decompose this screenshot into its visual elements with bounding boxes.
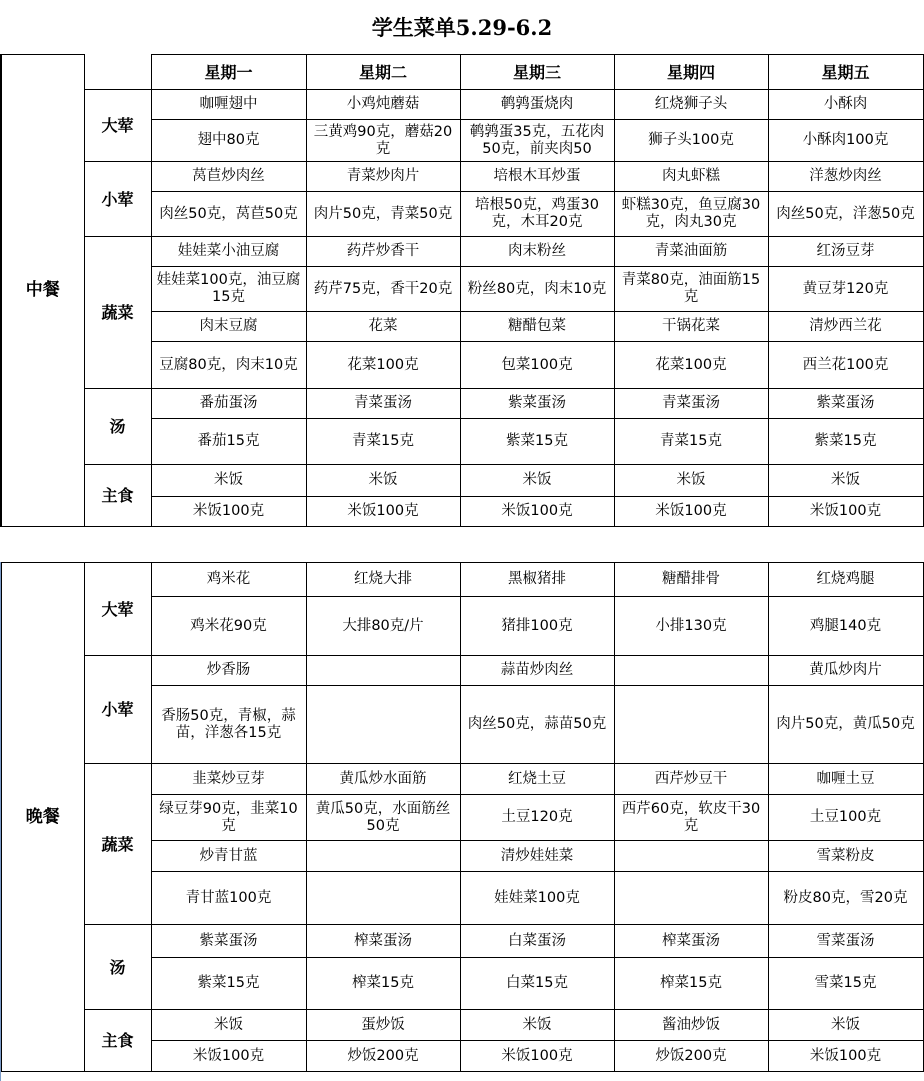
dish-name-cell: 干锅花菜 — [614, 312, 768, 342]
dish-name-cell: 黄瓜炒水面筋 — [306, 764, 460, 795]
dish-name-cell: 米饭 — [306, 465, 460, 497]
dish-name-cell: 肉末豆腐 — [151, 312, 306, 342]
sheet-gridline — [0, 562, 1, 1081]
dish-name-cell — [614, 841, 768, 872]
dish-amount-cell: 雪菜15克 — [768, 958, 923, 1010]
lunch-row — [1, 90, 923, 120]
dish-name-cell: 糖醋排骨 — [614, 563, 768, 597]
lunch-veg-label: 蔬菜 — [84, 237, 151, 389]
dish-name-cell: 培根木耳炒蛋 — [460, 162, 614, 192]
dish-amount-cell — [614, 686, 768, 764]
dish-amount-cell: 培根50克，鸡蛋30克，木耳20克 — [460, 192, 614, 237]
dish-amount-cell: 米饭100克 — [768, 1041, 923, 1072]
dish-name-cell: 糖醋包菜 — [460, 312, 614, 342]
dish-amount-cell: 鸡米花90克 — [151, 597, 306, 656]
dish-amount-cell: 紫菜15克 — [768, 419, 923, 465]
dish-amount-cell: 炒饭200克 — [614, 1041, 768, 1072]
dish-amount-cell: 米饭100克 — [151, 1041, 306, 1072]
dish-name-cell: 红烧土豆 — [460, 764, 614, 795]
dish-name-cell: 番茄蛋汤 — [151, 389, 306, 419]
dish-amount-cell: 药芹75克，香干20克 — [306, 267, 460, 312]
dish-amount-cell: 翅中80克 — [151, 120, 306, 162]
dish-name-cell: 洋葱炒肉丝 — [768, 162, 923, 192]
dinner-veg-label: 蔬菜 — [84, 764, 151, 925]
dish-amount-cell: 土豆100克 — [768, 795, 923, 841]
dish-name-cell: 黄瓜炒肉片 — [768, 656, 923, 686]
dish-amount-cell: 榨菜15克 — [306, 958, 460, 1010]
dish-amount-cell: 香肠50克，青椒，蒜苗，洋葱各15克 — [151, 686, 306, 764]
dish-name-cell: 米饭 — [151, 1010, 306, 1041]
dish-amount-cell: 米饭100克 — [460, 1041, 614, 1072]
dish-amount-cell — [306, 686, 460, 764]
dish-amount-cell: 大排80克/片 — [306, 597, 460, 656]
dish-amount-cell: 紫菜15克 — [460, 419, 614, 465]
dish-name-cell: 酱油炒饭 — [614, 1010, 768, 1041]
day-header: 星期一 — [151, 55, 306, 90]
lunch-meal-label: 中餐 — [1, 55, 84, 527]
dish-name-cell: 鹌鹑蛋烧肉 — [460, 90, 614, 120]
dish-name-cell: 榨菜蛋汤 — [614, 925, 768, 958]
dish-name-cell: 雪菜蛋汤 — [768, 925, 923, 958]
dinner-row — [1, 764, 923, 795]
day-header: 星期五 — [768, 55, 923, 90]
dinner-row — [1, 1010, 923, 1041]
dish-amount-cell: 肉丝50克，蒜苗50克 — [460, 686, 614, 764]
dish-name-cell — [614, 656, 768, 686]
dish-amount-cell: 米饭100克 — [151, 497, 306, 527]
dish-name-cell: 花菜 — [306, 312, 460, 342]
dish-name-cell: 紫菜蛋汤 — [460, 389, 614, 419]
dish-amount-cell: 米饭100克 — [768, 497, 923, 527]
dish-name-cell: 紫菜蛋汤 — [151, 925, 306, 958]
dish-amount-cell: 花菜100克 — [614, 342, 768, 389]
dish-name-cell: 清炒西兰花 — [768, 312, 923, 342]
dish-amount-cell: 肉丝50克，莴苣50克 — [151, 192, 306, 237]
lunch-big-meat-label: 大荤 — [84, 90, 151, 162]
dish-amount-cell: 西芹60克，软皮干30克 — [614, 795, 768, 841]
dish-name-cell: 炒青甘蓝 — [151, 841, 306, 872]
dish-name-cell: 药芹炒香干 — [306, 237, 460, 267]
lunch-soup-label: 汤 — [84, 389, 151, 465]
dish-amount-cell: 榨菜15克 — [614, 958, 768, 1010]
dish-name-cell — [306, 656, 460, 686]
dish-amount-cell: 粉皮80克，雪20克 — [768, 872, 923, 925]
dish-amount-cell: 肉片50克，青菜50克 — [306, 192, 460, 237]
lunch-row — [1, 162, 923, 192]
dish-name-cell: 红烧鸡腿 — [768, 563, 923, 597]
dish-amount-cell: 花菜100克 — [306, 342, 460, 389]
lunch-menu-table — [0, 54, 924, 527]
dinner-soup-label: 汤 — [84, 925, 151, 1010]
dinner-menu-table — [0, 562, 924, 1072]
dish-name-cell: 清炒娃娃菜 — [460, 841, 614, 872]
dish-name-cell: 黑椒猪排 — [460, 563, 614, 597]
dish-name-cell: 米饭 — [768, 465, 923, 497]
dinner-meal-label: 晚餐 — [1, 563, 84, 1072]
dish-amount-cell: 小酥肉100克 — [768, 120, 923, 162]
lunch-row — [1, 389, 923, 419]
lunch-row — [1, 237, 923, 267]
dish-name-cell: 青菜油面筋 — [614, 237, 768, 267]
dish-amount-cell: 土豆120克 — [460, 795, 614, 841]
lunch-row — [1, 465, 923, 497]
dish-name-cell: 肉末粉丝 — [460, 237, 614, 267]
dish-amount-cell: 绿豆芽90克，韭菜10克 — [151, 795, 306, 841]
dish-name-cell: 雪菜粉皮 — [768, 841, 923, 872]
dish-amount-cell: 猪排100克 — [460, 597, 614, 656]
dish-amount-cell: 西兰花100克 — [768, 342, 923, 389]
dinner-staple-label: 主食 — [84, 1010, 151, 1072]
dish-amount-cell: 米饭100克 — [306, 497, 460, 527]
dish-amount-cell: 黄豆芽120克 — [768, 267, 923, 312]
dish-amount-cell: 豆腐80克，肉末10克 — [151, 342, 306, 389]
dish-name-cell: 肉丸虾糕 — [614, 162, 768, 192]
dish-name-cell: 蛋炒饭 — [306, 1010, 460, 1041]
dish-name-cell: 米饭 — [460, 1010, 614, 1041]
dish-amount-cell: 粉丝80克，肉末10克 — [460, 267, 614, 312]
dish-amount-cell — [306, 872, 460, 925]
dish-amount-cell: 紫菜15克 — [151, 958, 306, 1010]
dish-name-cell: 红烧狮子头 — [614, 90, 768, 120]
dish-name-cell: 米饭 — [614, 465, 768, 497]
dish-name-cell: 娃娃菜小油豆腐 — [151, 237, 306, 267]
dish-name-cell: 白菜蛋汤 — [460, 925, 614, 958]
dish-name-cell: 小酥肉 — [768, 90, 923, 120]
dish-name-cell: 青菜蛋汤 — [306, 389, 460, 419]
dish-name-cell: 青菜炒肉片 — [306, 162, 460, 192]
dinner-row — [1, 925, 923, 958]
dish-name-cell: 红烧大排 — [306, 563, 460, 597]
dish-name-cell: 炒香肠 — [151, 656, 306, 686]
dish-amount-cell: 白菜15克 — [460, 958, 614, 1010]
dish-amount-cell: 三黄鸡90克，蘑菇20克 — [306, 120, 460, 162]
dish-amount-cell: 肉丝50克，洋葱50克 — [768, 192, 923, 237]
dish-amount-cell: 青菜80克，油面筋15克 — [614, 267, 768, 312]
lunch-staple-label: 主食 — [84, 465, 151, 527]
dish-amount-cell: 米饭100克 — [614, 497, 768, 527]
dinner-small-meat-label: 小荤 — [84, 656, 151, 764]
dish-amount-cell: 青菜15克 — [306, 419, 460, 465]
lunch-row — [1, 55, 923, 90]
dish-name-cell: 蒜苗炒肉丝 — [460, 656, 614, 686]
dish-name-cell: 米饭 — [151, 465, 306, 497]
dish-amount-cell: 小排130克 — [614, 597, 768, 656]
dish-amount-cell: 肉片50克，黄瓜50克 — [768, 686, 923, 764]
dinner-row — [1, 656, 923, 686]
dish-amount-cell: 包菜100克 — [460, 342, 614, 389]
dish-amount-cell: 青甘蓝100克 — [151, 872, 306, 925]
day-header: 星期二 — [306, 55, 460, 90]
dish-amount-cell: 鹌鹑蛋35克，五花肉50克，前夹肉50 — [460, 120, 614, 162]
dish-amount-cell: 米饭100克 — [460, 497, 614, 527]
dish-amount-cell: 炒饭200克 — [306, 1041, 460, 1072]
dish-name-cell: 米饭 — [768, 1010, 923, 1041]
dish-amount-cell: 黄瓜50克，水面筋丝50克 — [306, 795, 460, 841]
dish-amount-cell: 鸡腿140克 — [768, 597, 923, 656]
dish-name-cell: 莴苣炒肉丝 — [151, 162, 306, 192]
dish-name-cell: 鸡米花 — [151, 563, 306, 597]
dish-name-cell: 咖喱土豆 — [768, 764, 923, 795]
page-title: 学生菜单5.29-6.2 — [371, 15, 553, 40]
dish-name-cell: 红汤豆芽 — [768, 237, 923, 267]
dish-amount-cell: 番茄15克 — [151, 419, 306, 465]
dish-name-cell: 米饭 — [460, 465, 614, 497]
day-header: 星期三 — [460, 55, 614, 90]
dish-name-cell: 小鸡炖蘑菇 — [306, 90, 460, 120]
lunch-small-meat-label: 小荤 — [84, 162, 151, 237]
dish-amount-cell: 虾糕30克，鱼豆腐30克，肉丸30克 — [614, 192, 768, 237]
dish-name-cell: 西芹炒豆干 — [614, 764, 768, 795]
dinner-row — [1, 563, 923, 597]
dish-amount-cell: 狮子头100克 — [614, 120, 768, 162]
dish-amount-cell: 青菜15克 — [614, 419, 768, 465]
dish-name-cell: 韭菜炒豆芽 — [151, 764, 306, 795]
dish-name-cell: 咖喱翅中 — [151, 90, 306, 120]
dish-name-cell: 榨菜蛋汤 — [306, 925, 460, 958]
day-header: 星期四 — [614, 55, 768, 90]
dish-amount-cell: 娃娃菜100克，油豆腐15克 — [151, 267, 306, 312]
header-blank-cell — [84, 55, 151, 90]
dish-name-cell — [306, 841, 460, 872]
dish-name-cell: 青菜蛋汤 — [614, 389, 768, 419]
dish-amount-cell — [614, 872, 768, 925]
dish-name-cell: 紫菜蛋汤 — [768, 389, 923, 419]
dinner-big-meat-label: 大荤 — [84, 563, 151, 656]
dish-amount-cell: 娃娃菜100克 — [460, 872, 614, 925]
